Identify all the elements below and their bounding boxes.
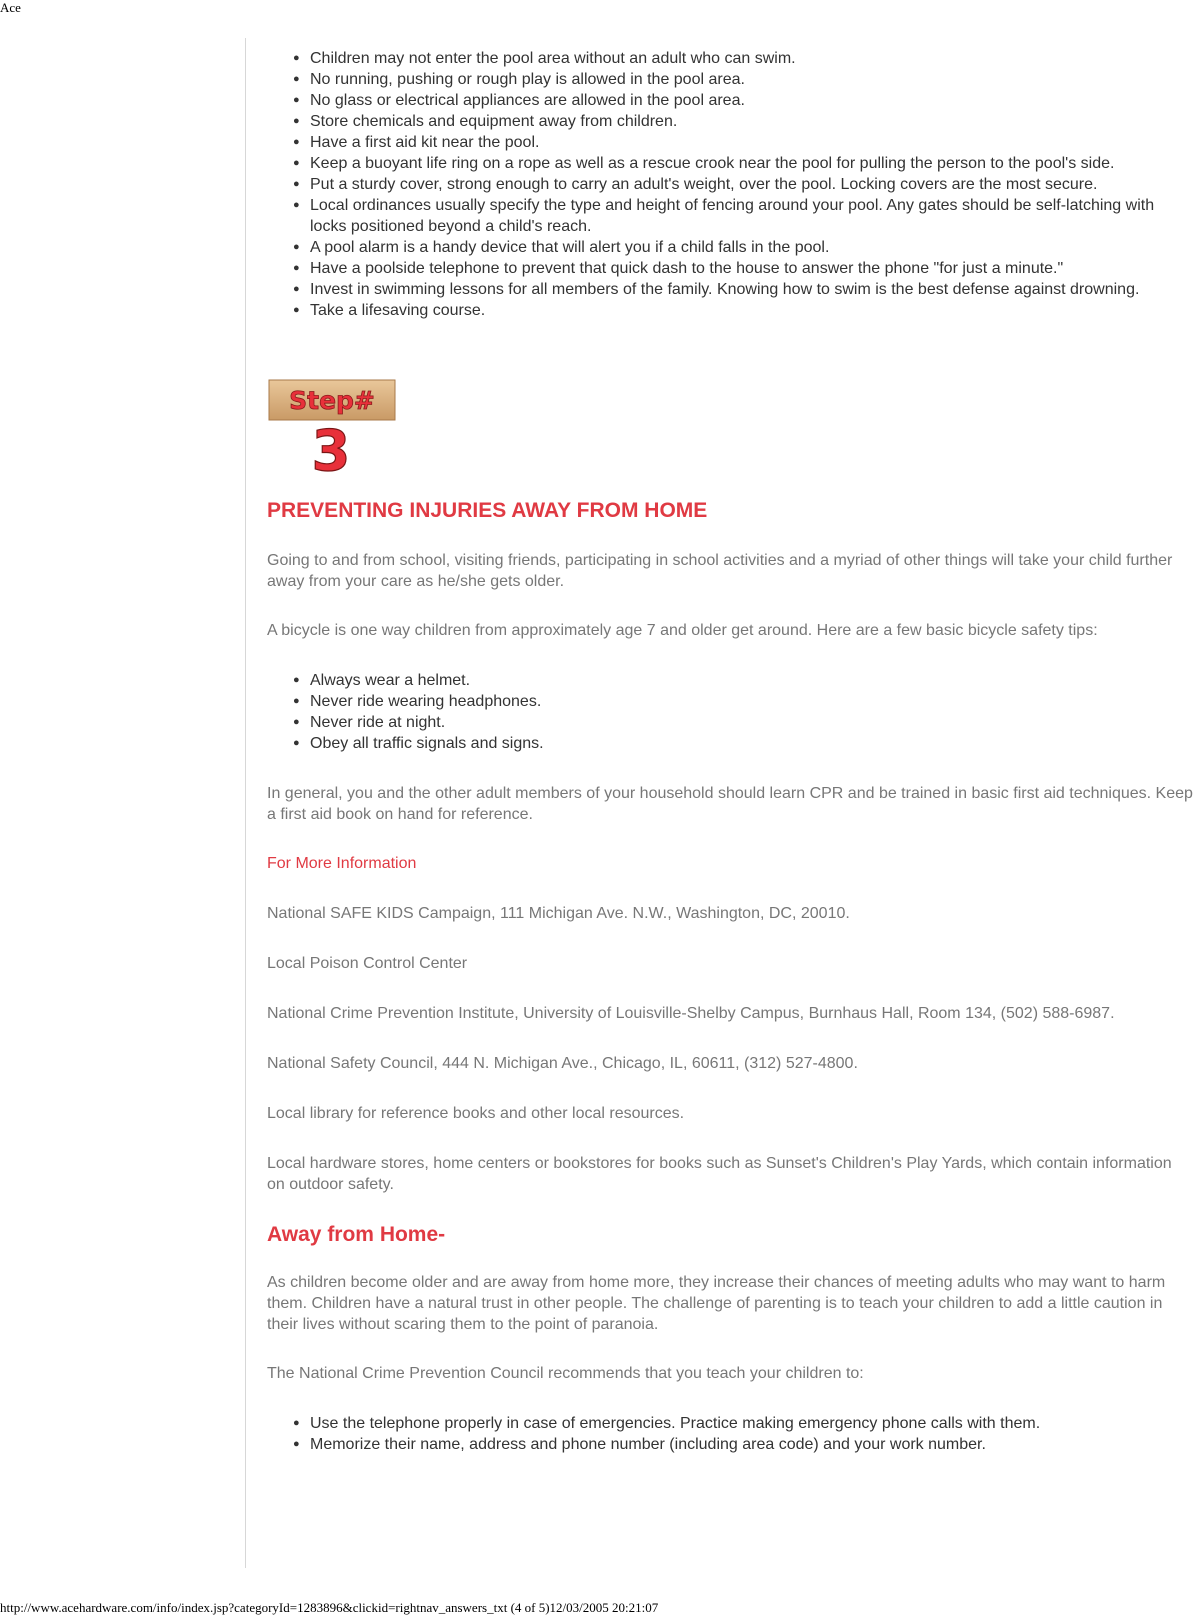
resource-item: Local library for reference books and other local resources. bbox=[267, 1105, 685, 1122]
more-information-label: For More Information bbox=[267, 855, 417, 872]
left-column-divider bbox=[245, 38, 246, 1568]
crime-prevention-list bbox=[267, 1413, 1193, 1455]
list-item: ● Local ordinances usually specify the type and height of fencing around your pool. Any gates should be self-latching with locks positioned beyond a child's reach. bbox=[310, 195, 1193, 237]
list-item: ● Obey all traffic signals and signs. bbox=[310, 733, 1193, 754]
paragraph: The National Crime Prevention Council recommends that you teach your children to: bbox=[267, 1365, 864, 1382]
list-item: ● Never ride wearing headphones. bbox=[310, 691, 1193, 712]
resource-item: National SAFE KIDS Campaign, 111 Michigan Ave. N.W., Washington, DC, 20010. bbox=[267, 905, 850, 922]
resource-item: Local Poison Control Center bbox=[267, 955, 468, 972]
list-item: ● Always wear a helmet. bbox=[310, 670, 1193, 691]
print-header-title: Ace bbox=[0, 0, 21, 15]
list-item: ● Store chemicals and equipment away from children. bbox=[310, 111, 1193, 132]
list-item: ● Keep a buoyant life ring on a rope as well as a rescue crook near the pool for pulling the person to the pool's side. bbox=[310, 153, 1193, 174]
list-item: ● Invest in swimming lessons for all members of the family. Knowing how to swim is the best defense against drowning. bbox=[310, 279, 1193, 300]
paragraph: A bicycle is one way children from approximately age 7 and older get around. Here are a few basic bicycle safety tips: bbox=[267, 622, 1098, 639]
paragraph: Going to and from school, visiting friends, participating in school activities and a myriad of other things will take your child further away from your care as he/she gets older. bbox=[267, 552, 1173, 590]
section-heading-away-from-home-2: Away from Home- bbox=[267, 1223, 446, 1246]
resource-item: Local hardware stores, home centers or bookstores for books such as Sunset's Children's Play Yards, which contain information on outdoor safety. bbox=[267, 1155, 1172, 1193]
step-3-badge-image bbox=[267, 378, 399, 476]
step-badge-label: Step# bbox=[289, 386, 375, 415]
list-item: ● Children may not enter the pool area without an adult who can swim. bbox=[310, 48, 1193, 69]
list-item: ● Use the telephone properly in case of emergencies. Practice making emergency phone calls with them. bbox=[310, 1413, 1193, 1434]
list-item: ● A pool alarm is a handy device that will alert you if a child falls in the pool. bbox=[310, 237, 1193, 258]
article-content bbox=[267, 48, 1193, 1455]
paragraph: In general, you and the other adult members of your household should learn CPR and be trained in basic first aid techniques. Keep a first aid book on hand for reference. bbox=[267, 785, 1193, 823]
section-heading-away-from-home: PREVENTING INJURIES AWAY FROM HOME bbox=[267, 499, 708, 522]
pool-safety-list bbox=[267, 48, 1193, 321]
list-item: ● Take a lifesaving course. bbox=[310, 300, 1193, 321]
resource-item: National Safety Council, 444 N. Michigan Ave., Chicago, IL, 60611, (312) 527-4800. bbox=[267, 1055, 858, 1072]
list-item: ● Have a poolside telephone to prevent that quick dash to the house to answer the phone "for just a minute." bbox=[310, 258, 1193, 279]
list-item: ● No glass or electrical appliances are allowed in the pool area. bbox=[310, 90, 1193, 111]
resource-item: National Crime Prevention Institute, University of Louisville-Shelby Campus, Burnhaus Hall, Room 134, (502) 588-6987. bbox=[267, 1005, 1115, 1022]
list-item: ● Have a first aid kit near the pool. bbox=[310, 132, 1193, 153]
step-badge-number: 3 bbox=[311, 419, 351, 476]
list-item: ● Never ride at night. bbox=[310, 712, 1193, 733]
list-item: ● Memorize their name, address and phone number (including area code) and your work number. bbox=[310, 1434, 1193, 1455]
print-footer-url: http://www.acehardware.com/info/index.jsp?categoryId=1283896&clickid=rightnav_answers_txt (4 of 5)12/03/2005 20:21:07 bbox=[0, 1600, 659, 1615]
list-item: ● Put a sturdy cover, strong enough to carry an adult's weight, over the pool. Locking covers are the most secure. bbox=[310, 174, 1193, 195]
bicycle-tips-list bbox=[267, 670, 1193, 754]
list-item: ● No running, pushing or rough play is allowed in the pool area. bbox=[310, 69, 1193, 90]
paragraph: As children become older and are away from home more, they increase their chances of meeting adults who may want to harm them. Children have a natural trust in other people. The challenge of parenting is to teach your children to add a little caution in their lives without scaring them to the point of paranoia. bbox=[267, 1274, 1166, 1333]
